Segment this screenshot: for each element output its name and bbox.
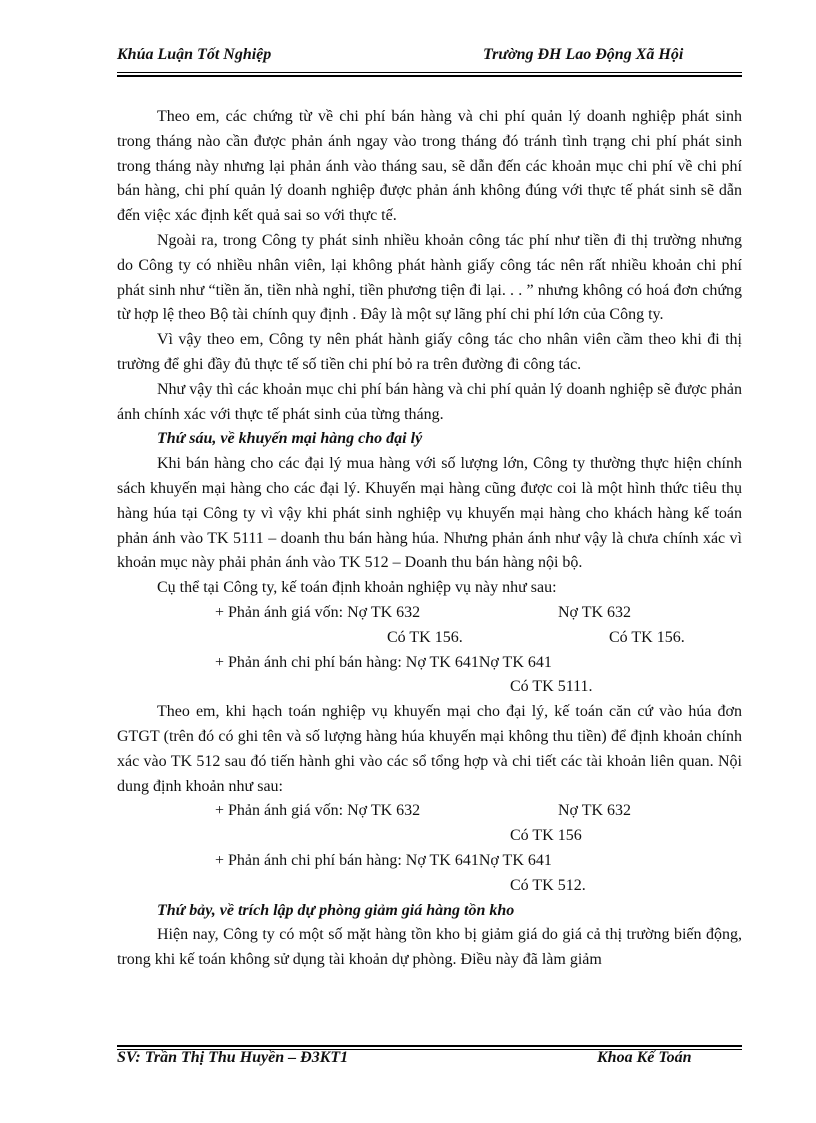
entry-text: Có TK 156	[510, 827, 582, 845]
entry-text: Nợ TK 632	[558, 603, 632, 621]
page-header	[117, 44, 742, 74]
entry-text: + Phản ánh chi phí bán hàng: Nợ TK 641Nợ TK 641	[215, 851, 552, 869]
entry-text: + Phản ánh giá vốn: Nợ TK 632	[215, 603, 421, 621]
header-rule-thick	[117, 75, 742, 77]
page-footer	[117, 1049, 742, 1077]
entry-text: Có TK 512.	[510, 876, 586, 894]
paragraph: Hiện nay, Công ty có một số mặt hàng tồn kho bị giảm giá do giá cả thị trường biến động, trong khi kế toán không sử dụng tài khoản dự phòng. Điều này đã làm giảm	[117, 926, 742, 969]
paragraph: Như vậy thì các khoản mục chi phí bán hàng và chi phí quản lý doanh nghiệp sẽ được phản ánh chính xác với thực tế phát sinh của từng tháng.	[117, 380, 742, 423]
paragraph: Vì vậy theo em, Công ty nên phát hành giấy công tác cho nhân viên cầm theo khi đi thị trường để ghi đầy đủ thực tế số tiền chi phí bỏ ra trên đường đi công tác.	[117, 331, 742, 373]
journal-entry-line	[117, 675, 742, 700]
journal-entry-line	[117, 601, 742, 626]
header-thesis-title: Khúa Luận Tốt Nghiệp	[117, 46, 272, 63]
journal-entry-line	[117, 849, 742, 874]
entry-text: + Phản ánh chi phí bán hàng: Nợ TK 641Nợ TK 641	[215, 653, 552, 671]
header-university: Trường ĐH Lao Động Xã Hội	[483, 46, 684, 63]
paragraph: Ngoài ra, trong Công ty phát sinh nhiều khoản công tác phí như tiền đi thị trường nhưng do Công ty có nhiều nhân viên, lại không phát hành giấy công tác nên rất nhiều khoản chi phí phát sinh như “tiền ăn, tiền nhà nghỉ, tiền phương tiện đi lại. . . ” nhưng không có hoá đơn chứng từ hợp lệ theo Bộ tài chính quy định . Đây là một sự lãng phí chi phí lớn của Công ty.	[117, 231, 742, 324]
journal-entry-line	[117, 651, 742, 676]
page-body	[117, 105, 742, 973]
entry-text: Có TK 156.	[609, 628, 685, 646]
footer-department: Khoa Kế Toán	[597, 1049, 692, 1066]
entry-text: Nợ TK 632	[558, 802, 632, 820]
header-rule	[117, 72, 742, 73]
journal-entry-line	[117, 799, 742, 824]
paragraph: Khi bán hàng cho các đại lý mua hàng với số lượng lớn, Công ty thường thực hiện chính sách khuyến mại hàng cho các đại lý. Khuyến mại hàng cũng được coi là một hình thức tiêu thụ hàng húa tại Công ty vì vậy khi phát sinh nghiệp vụ khuyến mại hàng cho khách hàng kế toán phản ánh vào TK 5111 – doanh thu bán hàng húa. Nhưng phản ánh như vậy là chưa chính xác vì khoản mục này phải phản ánh vào TK 512 – Doanh thu bán hàng nội bộ.	[117, 455, 742, 572]
entry-text: Có TK 5111.	[510, 678, 593, 696]
footer-student: SV: Trần Thị Thu Huyền – Đ3KT1	[117, 1049, 349, 1066]
journal-entry-line	[117, 626, 742, 651]
section-heading-six: Thứ sáu, về khuyến mại hàng cho đại lý	[157, 430, 423, 448]
journal-entry-line	[117, 824, 742, 849]
footer-rule-thick	[117, 1045, 742, 1047]
journal-entry-line	[117, 874, 742, 899]
section-heading-seven: Thứ bảy, về trích lập dự phòng giảm giá hàng tồn kho	[157, 901, 515, 919]
paragraph: Theo em, khi hạch toán nghiệp vụ khuyến mại cho đại lý, kế toán căn cứ vào húa đơn GTGT (trên đó có ghi tên và số lượng hàng húa khuyến mại không thu tiền) để định khoản chính xác vào TK 512 sau đó tiến hành ghi vào các sổ tổng hợp và chi tiết các tài khoản liên quan. Nội dung định khoản như sau:	[117, 703, 742, 795]
paragraph: Theo em, các chứng từ về chi phí bán hàng và chi phí quản lý doanh nghiệp phát sinh trong tháng nào cần được phản ánh ngay vào trong tháng đó tránh tình trạng chi phí phát sinh trong tháng này nhưng lại phản ánh vào tháng sau, sẽ dẫn đến các khoản mục chi phí về chi phí bán hàng, chi phí quản lý doanh nghiệp được phản ánh không đúng với thực tế phát sinh sẽ dẫn đến việc xác định kết quả sai so với thực tế.	[117, 108, 742, 225]
entry-text: Có TK 156.	[387, 628, 463, 646]
entry-text: + Phản ánh giá vốn: Nợ TK 632	[215, 802, 421, 820]
paragraph: Cụ thể tại Công ty, kế toán định khoản nghiệp vụ này như sau:	[157, 579, 557, 597]
